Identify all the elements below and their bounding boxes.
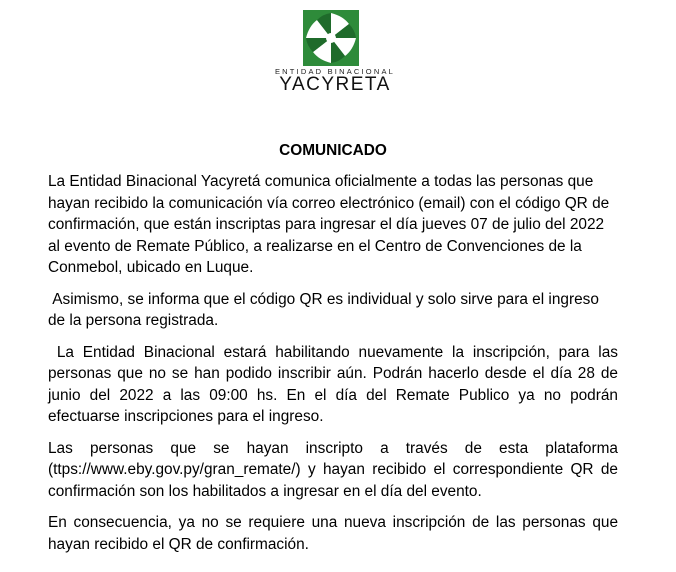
paragraph-2: Asimismo, se informa que el código QR es individual y solo sirve para el ingreso de la persona registrada. — [48, 290, 604, 329]
logo — [255, 6, 415, 95]
paragraph-4: Las personas que se hayan inscripto a través de esta plataforma (ttps://www.eby.gov.py/gran_remate/) y hayan recibido el correspondiente QR de confirmación son los habilitados a ingresar en el día del evento. — [48, 439, 618, 500]
paragraph-1: La Entidad Binacional Yacyretá comunica oficialmente a todas las personas que hayan recibido la comunicación vía correo electrónico (email) con el código QR de confirmación, que están inscriptas para ingresar el día jueves 07 de julio del 2022 al evento de Remate Público, a realizarse en el Centro de Convenciones de la Conmebol, ubicado en Luque. — [48, 173, 610, 276]
paragraph-3: La Entidad Binacional estará habilitando nuevamente la inscripción, para las personas que no se han podido inscribir aún. Podrán hacerlo desde el día 28 de junio del 2022 a las 09:00 hs. En el día del Remate Publico ya no podrán efectuarse inscripciones para el ingreso. — [48, 343, 623, 425]
logo-tagline: ENTIDAD BINACIONAL — [274, 67, 396, 76]
document-title: COMUNICADO — [279, 142, 387, 159]
paragraph-5: En consecuencia, ya no se requiere una nueva inscripción de las personas que hayan recibido el QR de confirmación. — [48, 514, 618, 553]
yacyreta-logo-icon — [303, 10, 359, 66]
logo-name: YACYRETA — [279, 74, 391, 95]
document-body — [48, 140, 623, 565]
